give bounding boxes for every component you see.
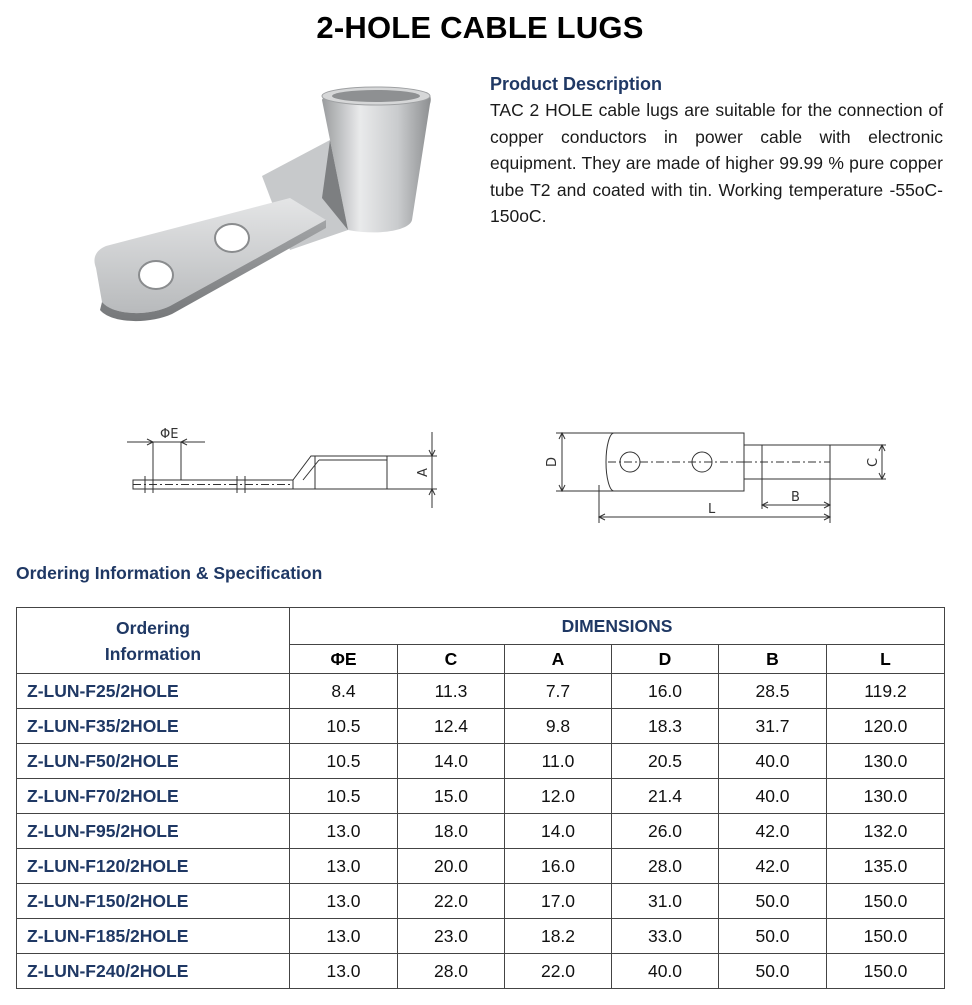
product-description — [490, 74, 943, 230]
dimension-value: 13.0 — [290, 849, 398, 884]
dimension-value: 12.4 — [398, 709, 505, 744]
ordering-code: Z-LUN-F240/2HOLE — [17, 954, 290, 989]
dimension-value: 13.0 — [290, 919, 398, 954]
dimension-value: 26.0 — [612, 814, 719, 849]
dimension-value: 17.0 — [505, 884, 612, 919]
dimension-value: 7.7 — [505, 674, 612, 709]
dimension-value: 16.0 — [505, 849, 612, 884]
dimension-value: 150.0 — [827, 919, 945, 954]
ordering-information-header: Ordering Information — [17, 608, 290, 674]
top-view-drawing — [545, 425, 890, 525]
ordering-code: Z-LUN-F150/2HOLE — [17, 884, 290, 919]
dimension-value: 42.0 — [719, 814, 827, 849]
ordering-code: Z-LUN-F185/2HOLE — [17, 919, 290, 954]
dimension-value: 50.0 — [719, 919, 827, 954]
dimension-value: 9.8 — [505, 709, 612, 744]
dimension-value: 40.0 — [719, 744, 827, 779]
dimension-value: 31.7 — [719, 709, 827, 744]
dimension-value: 10.5 — [290, 779, 398, 814]
dimension-value: 42.0 — [719, 849, 827, 884]
b-label: B — [791, 490, 800, 505]
dimensions-header: DIMENSIONS — [290, 608, 945, 645]
table-row — [17, 814, 945, 849]
dimension-value: 50.0 — [719, 884, 827, 919]
table-row — [17, 709, 945, 744]
dimension-value: 22.0 — [505, 954, 612, 989]
ordering-code: Z-LUN-F50/2HOLE — [17, 744, 290, 779]
side-view-drawing — [125, 420, 445, 510]
table-row — [17, 884, 945, 919]
ordering-code: Z-LUN-F35/2HOLE — [17, 709, 290, 744]
column-header: A — [505, 645, 612, 674]
dimension-value: 28.5 — [719, 674, 827, 709]
dimension-value: 31.0 — [612, 884, 719, 919]
ordering-code: Z-LUN-F120/2HOLE — [17, 849, 290, 884]
dimension-value: 16.0 — [612, 674, 719, 709]
product-description-text: TAC 2 HOLE cable lugs are suitable for the connection of copper conductors in power cable with electronic equipment. They are made of higher 99.99 % pure copper tube T2 and coated with tin. Working temperature -55oC-150oC. — [490, 100, 943, 226]
table-row — [17, 674, 945, 709]
dimension-value: 40.0 — [719, 779, 827, 814]
dimension-value: 130.0 — [827, 744, 945, 779]
dimension-value: 20.5 — [612, 744, 719, 779]
dimension-value: 14.0 — [505, 814, 612, 849]
ordering-code: Z-LUN-F70/2HOLE — [17, 779, 290, 814]
dimension-value: 8.4 — [290, 674, 398, 709]
dimension-value: 20.0 — [398, 849, 505, 884]
dimension-value: 150.0 — [827, 954, 945, 989]
dimension-value: 40.0 — [612, 954, 719, 989]
dimension-value: 11.0 — [505, 744, 612, 779]
table-row — [17, 954, 945, 989]
product-description-heading: Product Description — [490, 74, 663, 94]
dimension-value: 33.0 — [612, 919, 719, 954]
dimension-value: 13.0 — [290, 954, 398, 989]
dimension-value: 13.0 — [290, 814, 398, 849]
section-heading: Ordering Information & Specification — [16, 563, 323, 583]
dimension-value: 23.0 — [398, 919, 505, 954]
ordering-code: Z-LUN-F25/2HOLE — [17, 674, 290, 709]
dimension-value: 150.0 — [827, 884, 945, 919]
dimension-value: 11.3 — [398, 674, 505, 709]
column-header: C — [398, 645, 505, 674]
table-row — [17, 849, 945, 884]
ordering-code: Z-LUN-F95/2HOLE — [17, 814, 290, 849]
a-label: A — [416, 468, 431, 477]
dimension-value: 120.0 — [827, 709, 945, 744]
column-header: L — [827, 645, 945, 674]
specification-table — [16, 607, 945, 989]
dimension-value: 132.0 — [827, 814, 945, 849]
cable-lug-photo — [90, 80, 450, 350]
dimension-value: 135.0 — [827, 849, 945, 884]
c-label: C — [866, 457, 881, 467]
dimension-value: 14.0 — [398, 744, 505, 779]
l-label: L — [708, 502, 716, 517]
dimension-value: 22.0 — [398, 884, 505, 919]
dimension-value: 12.0 — [505, 779, 612, 814]
dimension-value: 15.0 — [398, 779, 505, 814]
column-header: D — [612, 645, 719, 674]
dimension-value: 18.2 — [505, 919, 612, 954]
column-header: B — [719, 645, 827, 674]
dimension-value: 13.0 — [290, 884, 398, 919]
dimension-value: 10.5 — [290, 709, 398, 744]
dimension-value: 21.4 — [612, 779, 719, 814]
table-row — [17, 779, 945, 814]
dimension-value: 18.0 — [398, 814, 505, 849]
dimension-value: 28.0 — [612, 849, 719, 884]
dimension-value: 119.2 — [827, 674, 945, 709]
column-header: ΦE — [290, 645, 398, 674]
dimension-value: 130.0 — [827, 779, 945, 814]
phi-e-label: ΦE — [160, 427, 179, 442]
dimension-value: 28.0 — [398, 954, 505, 989]
table-row — [17, 744, 945, 779]
page-title: 2-HOLE CABLE LUGS — [316, 10, 644, 45]
dimension-value: 50.0 — [719, 954, 827, 989]
dimension-value: 10.5 — [290, 744, 398, 779]
d-label: D — [545, 456, 560, 467]
table-row — [17, 919, 945, 954]
dimension-value: 18.3 — [612, 709, 719, 744]
